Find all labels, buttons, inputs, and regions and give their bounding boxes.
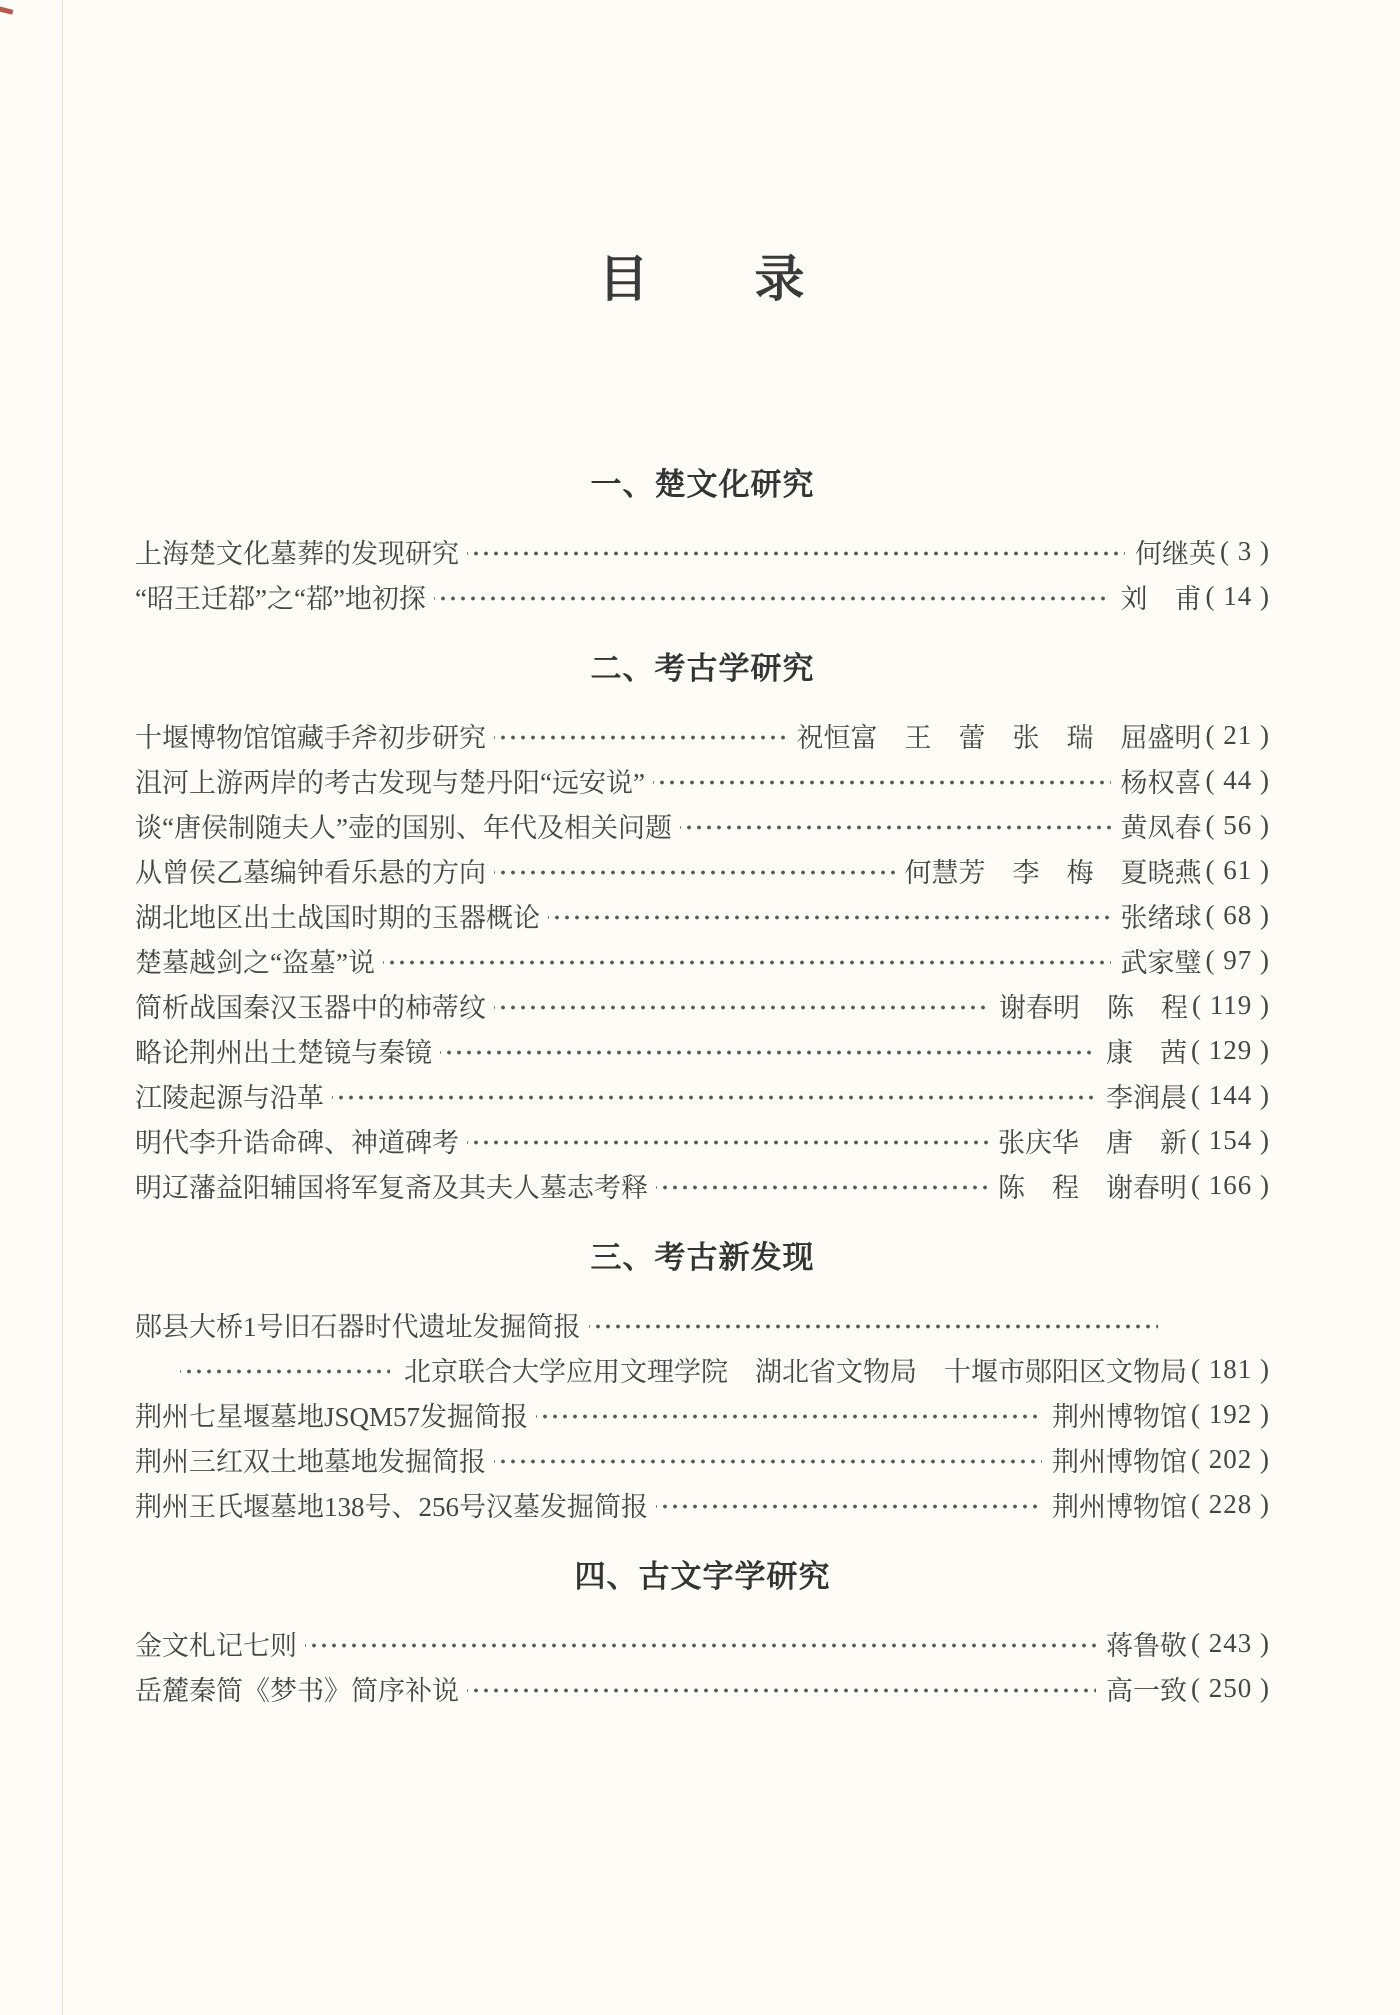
entry-page: ( 21 ) xyxy=(1205,720,1270,750)
entry-authors: 荆州博物馆 xyxy=(1052,1447,1188,1477)
entry-title: 湖北地区出土战国时期的玉器概论 xyxy=(135,903,540,933)
dot-leader xyxy=(305,1621,1096,1666)
scan-corner-mark xyxy=(0,6,13,14)
entry-authors: 祝恒富 王 蕾 张 瑞 屈盛明 xyxy=(796,723,1202,753)
entry-title: 谈“唐侯制随夫人”壶的国别、年代及相关问题 xyxy=(135,813,672,843)
toc-entry xyxy=(135,1073,1270,1118)
section-heading: 三、考古新发现 xyxy=(590,1240,815,1275)
entry-page: ( 192 ) xyxy=(1191,1399,1270,1429)
entry-page: ( 181 ) xyxy=(1191,1354,1270,1384)
toc-entry xyxy=(135,1392,1270,1437)
entry-title: 上海楚文化墓葬的发现研究 xyxy=(135,539,459,569)
entry-authors: 黄凤春 xyxy=(1120,813,1202,843)
entry-title: 江陵起源与沿革 xyxy=(135,1083,324,1113)
dot-leader xyxy=(467,529,1125,574)
entry-title: 明代李升诰命碑、神道碑考 xyxy=(135,1128,459,1158)
toc-entry xyxy=(135,529,1270,574)
toc-entry xyxy=(135,1482,1270,1527)
toc-entry xyxy=(135,1163,1270,1208)
entry-title: 荆州王氏堰墓地138号、256号汉墓发掘简报 xyxy=(135,1492,648,1522)
entry-title: 楚墓越剑之“盗墓”说 xyxy=(135,948,375,978)
entry-title: 岳麓秦简《梦书》简序补说 xyxy=(135,1676,459,1706)
section-heading: 二、考古学研究 xyxy=(590,651,815,686)
entry-page: ( 129 ) xyxy=(1191,1035,1270,1065)
entry-authors: 张庆华 唐 新 xyxy=(998,1128,1188,1158)
toc-entry-continuation xyxy=(135,1347,1270,1392)
toc-entry xyxy=(135,758,1270,803)
entry-title: 郧县大桥1号旧石器时代遗址发掘简报 xyxy=(135,1312,581,1342)
entry-title: 沮河上游两岸的考古发现与楚丹阳“远安说” xyxy=(135,768,645,798)
section-chu-culture xyxy=(135,465,1270,619)
section-heading: 四、古文字学研究 xyxy=(574,1559,831,1594)
entry-page: ( 119 ) xyxy=(1192,990,1270,1020)
toc-entry xyxy=(135,803,1270,848)
dot-leader xyxy=(332,1073,1096,1118)
entry-title: 明辽藩益阳辅国将军复斋及其夫人墓志考释 xyxy=(135,1173,648,1203)
toc-entry xyxy=(135,1621,1270,1666)
section-paleography xyxy=(135,1557,1270,1711)
toc-entry xyxy=(135,848,1270,893)
entry-authors: 武家璧 xyxy=(1120,948,1202,978)
dot-leader xyxy=(680,803,1111,848)
entry-title: 从曾侯乙墓编钟看乐悬的方向 xyxy=(135,858,486,888)
entry-page: ( 61 ) xyxy=(1205,855,1270,885)
entry-authors: 康 茜 xyxy=(1106,1038,1188,1068)
entry-page: ( 56 ) xyxy=(1205,810,1270,840)
toc-entry xyxy=(135,574,1270,619)
dot-leader xyxy=(494,713,787,758)
page-title: 目 录 xyxy=(598,251,807,307)
dot-leader xyxy=(653,758,1111,803)
entry-title: 略论荆州出土楚镜与秦镜 xyxy=(135,1038,432,1068)
entry-authors: 李润晨 xyxy=(1106,1083,1188,1113)
entry-authors: 杨权喜 xyxy=(1120,768,1202,798)
dot-leader xyxy=(180,1347,390,1392)
section-archaeology-research xyxy=(135,649,1270,1208)
entry-authors: 何继英 xyxy=(1135,539,1217,569)
dot-leader xyxy=(494,848,895,893)
page-edge-shadow xyxy=(62,0,63,2015)
toc-entry xyxy=(135,983,1270,1028)
entry-page: ( 3 ) xyxy=(1220,536,1270,566)
entry-page: ( 97 ) xyxy=(1205,945,1270,975)
entry-page: ( 68 ) xyxy=(1205,900,1270,930)
toc-entry xyxy=(135,713,1270,758)
entry-title: 金文札记七则 xyxy=(135,1631,297,1661)
dot-leader xyxy=(536,1392,1042,1437)
entry-authors: 荆州博物馆 xyxy=(1052,1492,1188,1522)
entry-authors: 蒋鲁敬 xyxy=(1106,1631,1188,1661)
dot-leader xyxy=(494,1437,1042,1482)
entry-authors: 高一致 xyxy=(1106,1676,1188,1706)
dot-leader xyxy=(548,893,1111,938)
toc-entry xyxy=(135,1666,1270,1711)
entry-page: ( 250 ) xyxy=(1191,1673,1270,1703)
section-new-discoveries xyxy=(135,1238,1270,1527)
dot-leader xyxy=(494,983,989,1028)
entry-authors: 荆州博物馆 xyxy=(1052,1402,1188,1432)
entry-page: ( 44 ) xyxy=(1205,765,1270,795)
toc-entry xyxy=(135,893,1270,938)
entry-page: ( 154 ) xyxy=(1191,1125,1270,1155)
entry-page: ( 14 ) xyxy=(1205,581,1270,611)
entry-title: 荆州三红双土地墓地发掘简报 xyxy=(135,1447,486,1477)
entry-page: ( 228 ) xyxy=(1191,1489,1270,1519)
dot-leader xyxy=(467,1666,1096,1711)
entry-authors: 陈 程 谢春明 xyxy=(998,1173,1188,1203)
dot-leader xyxy=(589,1302,1159,1347)
toc-entry xyxy=(135,1028,1270,1073)
entry-title: “昭王迁鄀”之“鄀”地初探 xyxy=(135,584,426,614)
entry-authors: 何慧芳 李 梅 夏晓燕 xyxy=(904,858,1202,888)
toc-entry xyxy=(135,1437,1270,1482)
dot-leader xyxy=(656,1482,1042,1527)
entry-authors: 张绪球 xyxy=(1120,903,1202,933)
toc-entry xyxy=(135,938,1270,983)
dot-leader xyxy=(434,574,1111,619)
toc-page xyxy=(135,0,1270,1711)
dot-leader xyxy=(440,1028,1096,1073)
entry-authors: 谢春明 陈 程 xyxy=(999,993,1189,1023)
entry-page: ( 166 ) xyxy=(1191,1170,1270,1200)
section-heading: 一、楚文化研究 xyxy=(590,467,815,502)
entry-authors: 刘 甫 xyxy=(1120,584,1202,614)
entry-page: ( 144 ) xyxy=(1191,1080,1270,1110)
dot-leader xyxy=(383,938,1111,983)
entry-title: 简析战国秦汉玉器中的柿蒂纹 xyxy=(135,993,486,1023)
dot-leader xyxy=(656,1163,988,1208)
entry-page: ( 202 ) xyxy=(1191,1444,1270,1474)
dot-leader xyxy=(467,1118,988,1163)
entry-page: ( 243 ) xyxy=(1191,1628,1270,1658)
toc-entry xyxy=(135,1118,1270,1163)
entry-authors: 北京联合大学应用文理学院 湖北省文物局 十堰市郧阳区文物局 xyxy=(404,1357,1188,1387)
toc-entry xyxy=(135,1302,1270,1347)
entry-title: 荆州七星堰墓地JSQM57发掘简报 xyxy=(135,1402,529,1432)
entry-title: 十堰博物馆馆藏手斧初步研究 xyxy=(135,723,486,753)
